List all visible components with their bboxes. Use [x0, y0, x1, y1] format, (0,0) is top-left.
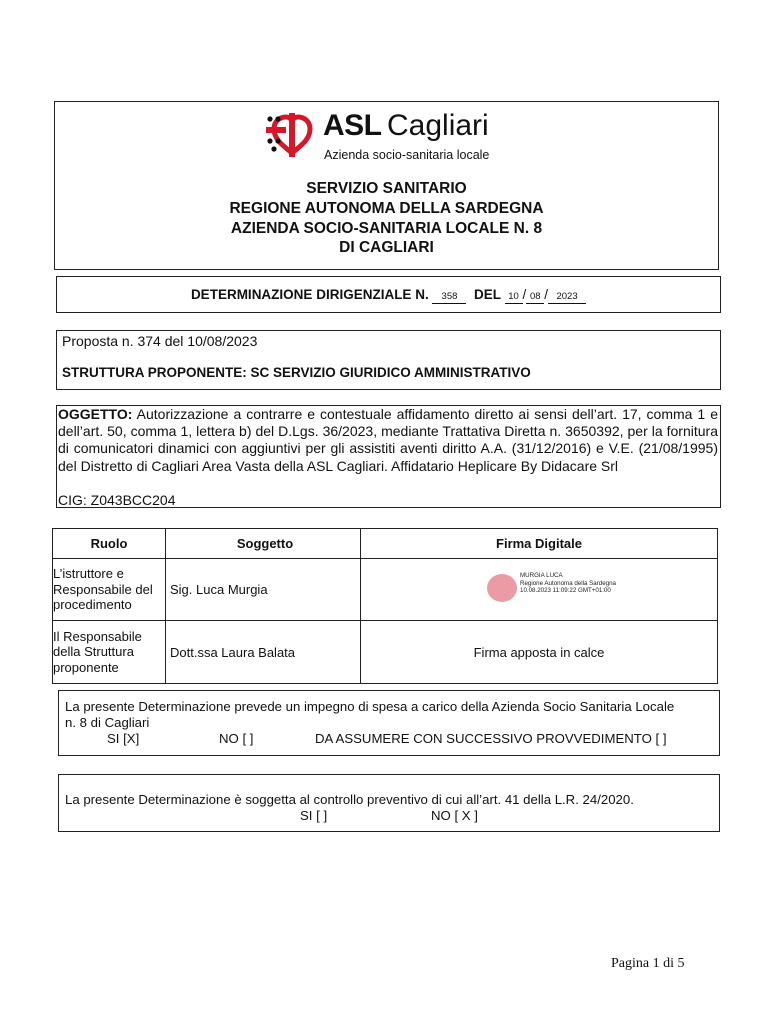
column-header-soggetto: Soggetto — [166, 529, 361, 559]
controllo-box — [58, 774, 720, 832]
oggetto-text: Autorizzazione a contrarre e contestuale affidamento diretto ai sensi dell’art. 17, comma 1 e dell’art. 50, comma 1, lettera b) del D.Lgs. 36/2023, mediante Trattativa Diretta n. 3650392, per la fornitura di comunicatori dinamici con aggiuntivi per gli assistiti aventi diritto A.A. (31/12/2016) e V.E. (21/08/1995) del Distretto di Cagliari Area Vasta della ASL Cagliari. Affidatario Heplicare By Didacare Srl — [58, 406, 718, 474]
firma-cell: Firma apposta in calce — [361, 621, 718, 684]
asl-heart-cross-icon — [262, 105, 320, 163]
oggetto-box — [56, 405, 721, 508]
table-header-row — [53, 529, 718, 559]
determinazione-row: DETERMINAZIONE DIRIGENZIALE N. 358 DEL 10 / 08 / 2023 — [57, 287, 720, 304]
impegno-line-1: La presente Determinazione prevede un impegno di spesa a carico della Azienda Socio Sanitaria Locale — [65, 699, 675, 714]
logo-subtitle: Azienda socio-sanitaria locale — [324, 148, 490, 162]
column-header-firma: Firma Digitale — [361, 529, 718, 559]
header-box — [54, 101, 719, 270]
soggetto-cell: Sig. Luca Murgia — [166, 559, 361, 621]
determinazione-box — [56, 276, 721, 313]
column-header-ruolo: Ruolo — [53, 529, 166, 559]
signature-org: Regione Autonoma della Sardegna — [520, 579, 616, 587]
signature-table — [52, 528, 718, 684]
impegno-no: NO [ ] — [219, 731, 254, 746]
signature-name: MURGIA LUCA — [520, 572, 563, 579]
header-line-1: SERVIZIO SANITARIO — [306, 180, 467, 197]
date-month: 08 — [526, 291, 544, 304]
digital-signature-seal — [487, 574, 517, 602]
oggetto-paragraph — [58, 406, 718, 475]
header-line-2: REGIONE AUTONOMA DELLA SARDEGNA — [229, 200, 544, 217]
struttura-proponente: STRUTTURA PROPONENTE: SC SERVIZIO GIURIDICO AMMINISTRATIVO — [62, 365, 531, 380]
header-line-4: DI CAGLIARI — [339, 239, 434, 256]
impegno-si: SI [X] — [107, 731, 140, 746]
oggetto-label: OGGETTO: — [58, 406, 133, 422]
del-label: DEL — [473, 287, 501, 302]
determinazione-number: 358 — [432, 291, 466, 304]
logo-brand-city: Cagliari — [387, 109, 489, 142]
ruolo-cell: Il Responsabile della Struttura proponente — [53, 621, 166, 684]
asl-logo — [262, 105, 512, 165]
impegno-line-2: n. 8 di Cagliari — [65, 715, 150, 730]
controllo-line-1: La presente Determinazione è soggetta al controllo preventivo di cui all’art. 41 della L.R. 24/2020. — [65, 792, 634, 807]
page-number: Pagina 1 di 5 — [611, 956, 685, 971]
proposta-box — [56, 330, 721, 390]
date-day: 10 — [505, 291, 523, 304]
controllo-si: SI [ ] — [300, 808, 328, 823]
table-row — [53, 559, 718, 621]
determinazione-label: DETERMINAZIONE DIRIGENZIALE N. — [190, 287, 429, 302]
impegno-da-assumere: DA ASSUMERE CON SUCCESSIVO PROVVEDIMENTO [ ] — [315, 731, 667, 746]
oggetto-cig: CIG: Z043BCC204 — [58, 492, 176, 508]
proposta-number: Proposta n. 374 del 10/08/2023 — [62, 333, 258, 349]
digital-signature-text — [520, 572, 616, 595]
header-line-3: AZIENDA SOCIO-SANITARIA LOCALE N. 8 — [230, 220, 543, 237]
table-row — [53, 621, 718, 684]
signature-timestamp: 10.08.2023 11:09:22 GMT+01:00 — [520, 587, 611, 594]
date-year: 2023 — [548, 291, 586, 304]
controllo-no: NO [ X ] — [431, 808, 478, 823]
impegno-box — [58, 690, 720, 756]
ruolo-cell: L’istruttore e Responsabile del procedimento — [53, 559, 166, 621]
soggetto-cell: Dott.ssa Laura Balata — [166, 621, 361, 684]
logo-brand-bold: ASL — [323, 109, 382, 142]
